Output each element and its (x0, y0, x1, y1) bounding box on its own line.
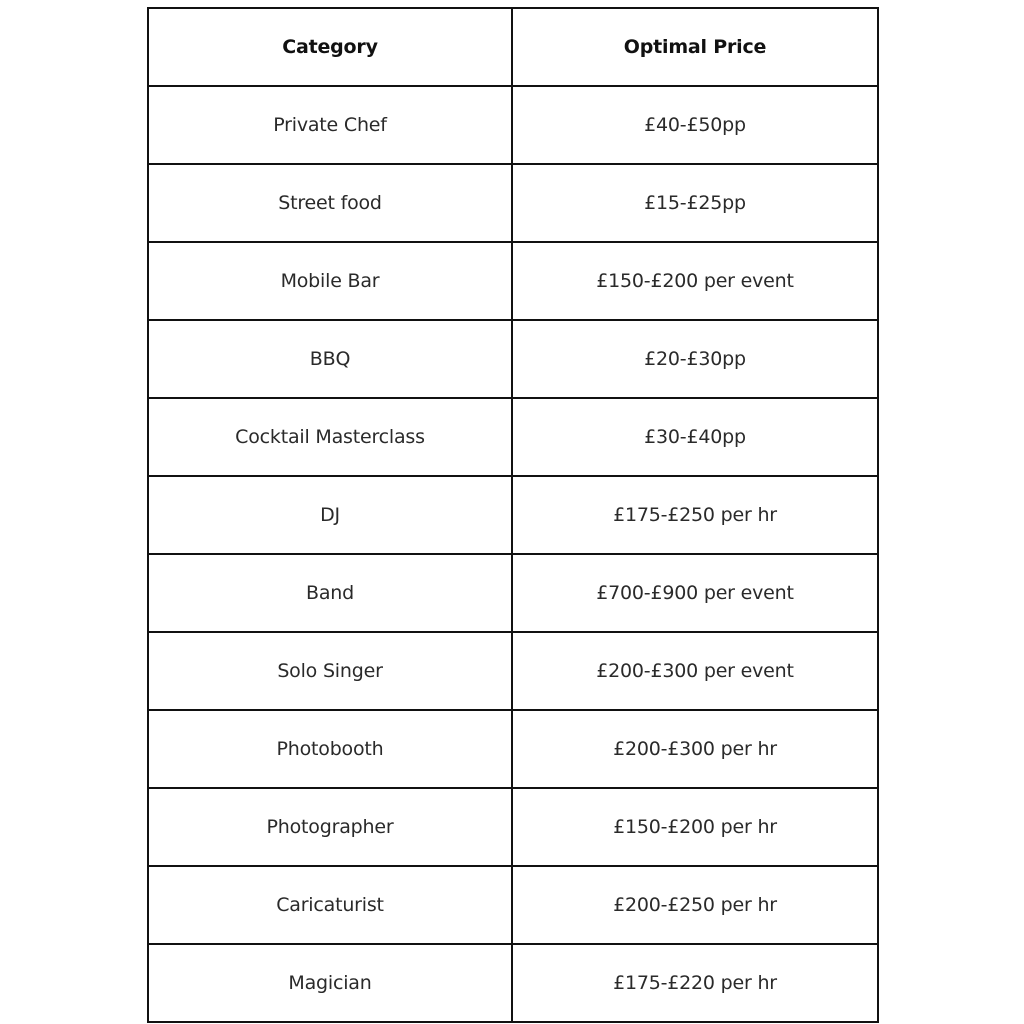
header-optimal-price: Optimal Price (512, 8, 878, 86)
category-cell: Magician (148, 944, 512, 1022)
category-cell: DJ (148, 476, 512, 554)
price-cell: £200-£250 per hr (512, 866, 878, 944)
table-row (148, 476, 878, 554)
price-cell: £700-£900 per event (512, 554, 878, 632)
table-header-row (148, 8, 878, 86)
category-cell: Band (148, 554, 512, 632)
category-cell: Caricaturist (148, 866, 512, 944)
category-cell: BBQ (148, 320, 512, 398)
table-row (148, 242, 878, 320)
category-cell: Photobooth (148, 710, 512, 788)
price-cell: £20-£30pp (512, 320, 878, 398)
price-cell: £200-£300 per hr (512, 710, 878, 788)
pricing-table (147, 7, 879, 1023)
table-row (148, 554, 878, 632)
category-cell: Private Chef (148, 86, 512, 164)
category-cell: Street food (148, 164, 512, 242)
table-row (148, 788, 878, 866)
category-cell: Photographer (148, 788, 512, 866)
table-row (148, 164, 878, 242)
table-row (148, 320, 878, 398)
price-cell: £175-£220 per hr (512, 944, 878, 1022)
category-cell: Solo Singer (148, 632, 512, 710)
table-row (148, 86, 878, 164)
category-cell: Mobile Bar (148, 242, 512, 320)
table-row (148, 866, 878, 944)
price-cell: £40-£50pp (512, 86, 878, 164)
price-cell: £30-£40pp (512, 398, 878, 476)
category-cell: Cocktail Masterclass (148, 398, 512, 476)
table-row (148, 398, 878, 476)
table-row (148, 632, 878, 710)
price-cell: £175-£250 per hr (512, 476, 878, 554)
price-cell: £150-£200 per hr (512, 788, 878, 866)
table-row (148, 710, 878, 788)
table-row (148, 944, 878, 1022)
price-cell: £200-£300 per event (512, 632, 878, 710)
price-cell: £15-£25pp (512, 164, 878, 242)
header-category: Category (148, 8, 512, 86)
price-cell: £150-£200 per event (512, 242, 878, 320)
